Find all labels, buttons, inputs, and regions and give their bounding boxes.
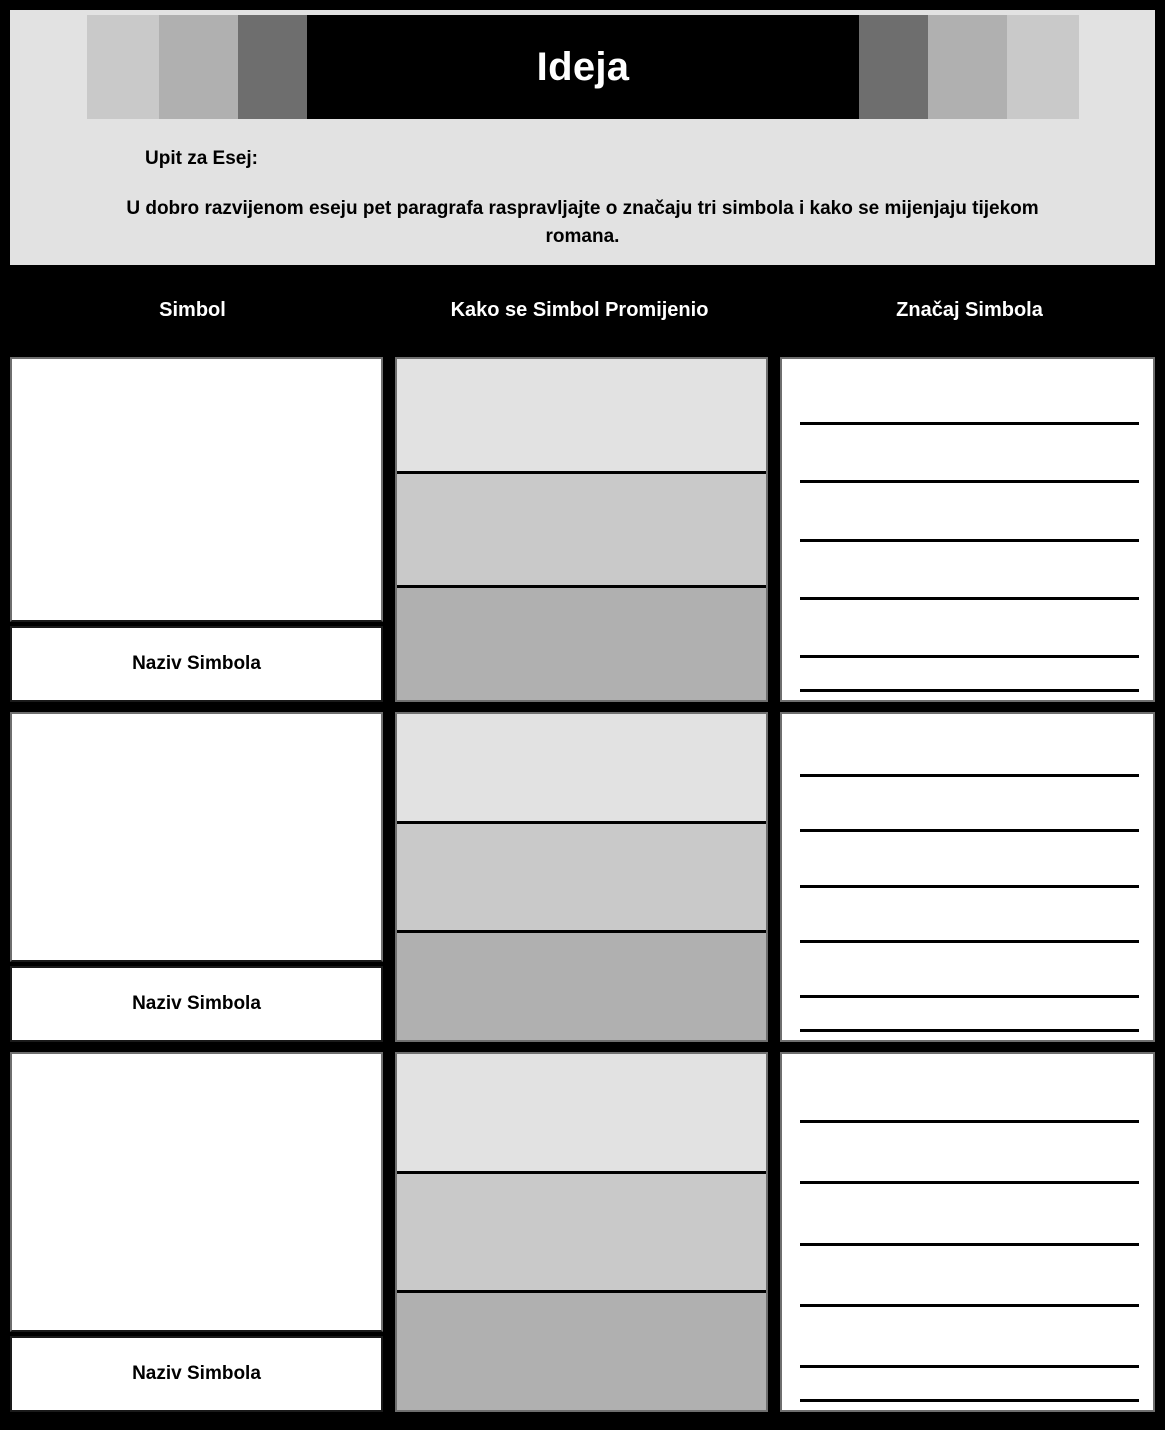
title-stripe-right-light <box>1007 15 1079 119</box>
title-stripe-center <box>307 15 859 119</box>
symbol-image-area[interactable] <box>10 1052 383 1332</box>
symbol-significance-cell[interactable] <box>780 357 1155 702</box>
rule-slot <box>800 367 1139 425</box>
rule-slot <box>800 1368 1139 1402</box>
title-stripe-left-light <box>87 15 159 119</box>
writing-rule-line <box>800 1399 1139 1402</box>
symbol-cell[interactable] <box>10 712 383 1042</box>
symbol-significance-cell[interactable] <box>780 712 1155 1042</box>
page-title: Ideja <box>536 45 630 89</box>
rule-slot <box>800 658 1139 692</box>
rule-slot <box>800 777 1139 832</box>
rule-slot <box>800 888 1139 943</box>
change-band-medium[interactable] <box>397 1174 766 1291</box>
symbol-significance-cell[interactable] <box>780 1052 1155 1412</box>
rule-slot <box>800 998 1139 1032</box>
symbol-caption[interactable]: Naziv Simbola <box>10 1336 383 1412</box>
symbol-cell[interactable] <box>10 357 383 702</box>
column-header-simbol: Simbol <box>0 266 385 354</box>
column-header-znacaj-simbola: Značaj Simbola <box>774 266 1165 354</box>
rule-slot <box>800 722 1139 777</box>
essay-prompt-label: Upit za Esej: <box>145 148 258 169</box>
column-header-row <box>0 266 1165 354</box>
writing-rule-line <box>800 1029 1139 1032</box>
rule-slot <box>800 1246 1139 1307</box>
rule-slot <box>800 1062 1139 1123</box>
change-band-medium[interactable] <box>397 474 766 586</box>
symbol-image-area[interactable] <box>10 712 383 962</box>
writing-rule-line <box>800 689 1139 692</box>
rule-slot <box>800 542 1139 600</box>
essay-prompt-text: U dobro razvijenom eseju pet paragrafa raspravljajte o značaju tri simbola i kako se mijenjaju tijekom romana. <box>126 198 1039 247</box>
change-band-light[interactable] <box>397 359 766 471</box>
table-row <box>10 357 1155 702</box>
rule-slot <box>800 600 1139 658</box>
symbol-change-cell[interactable] <box>395 712 768 1042</box>
title-stripe-right-medium <box>928 15 1007 119</box>
symbol-caption[interactable]: Naziv Simbola <box>10 626 383 702</box>
title-stripe-left-dark <box>238 15 307 119</box>
title-stripe-left-medium <box>159 15 238 119</box>
table-row <box>10 712 1155 1042</box>
rule-slot <box>800 832 1139 887</box>
symbol-change-cell[interactable] <box>395 357 768 702</box>
header-panel <box>10 10 1155 265</box>
rule-slot <box>800 1307 1139 1368</box>
rule-slot <box>800 1184 1139 1245</box>
symbol-caption[interactable]: Naziv Simbola <box>10 966 383 1042</box>
change-band-dark[interactable] <box>397 1293 766 1410</box>
symbol-change-cell[interactable] <box>395 1052 768 1412</box>
change-band-medium[interactable] <box>397 824 766 931</box>
symbol-image-area[interactable] <box>10 357 383 622</box>
rule-slot <box>800 943 1139 998</box>
rule-slot <box>800 483 1139 541</box>
change-band-dark[interactable] <box>397 588 766 700</box>
symbol-cell[interactable] <box>10 1052 383 1412</box>
title-banner <box>87 15 1079 119</box>
change-band-light[interactable] <box>397 1054 766 1171</box>
storyboard-grid <box>10 357 1155 1412</box>
change-band-dark[interactable] <box>397 933 766 1040</box>
column-header-kako-se-simbol-promijenio: Kako se Simbol Promijenio <box>387 266 772 354</box>
rule-slot <box>800 425 1139 483</box>
title-stripe-right-dark <box>859 15 928 119</box>
rule-slot <box>800 1123 1139 1184</box>
change-band-light[interactable] <box>397 714 766 821</box>
table-row <box>10 1052 1155 1412</box>
